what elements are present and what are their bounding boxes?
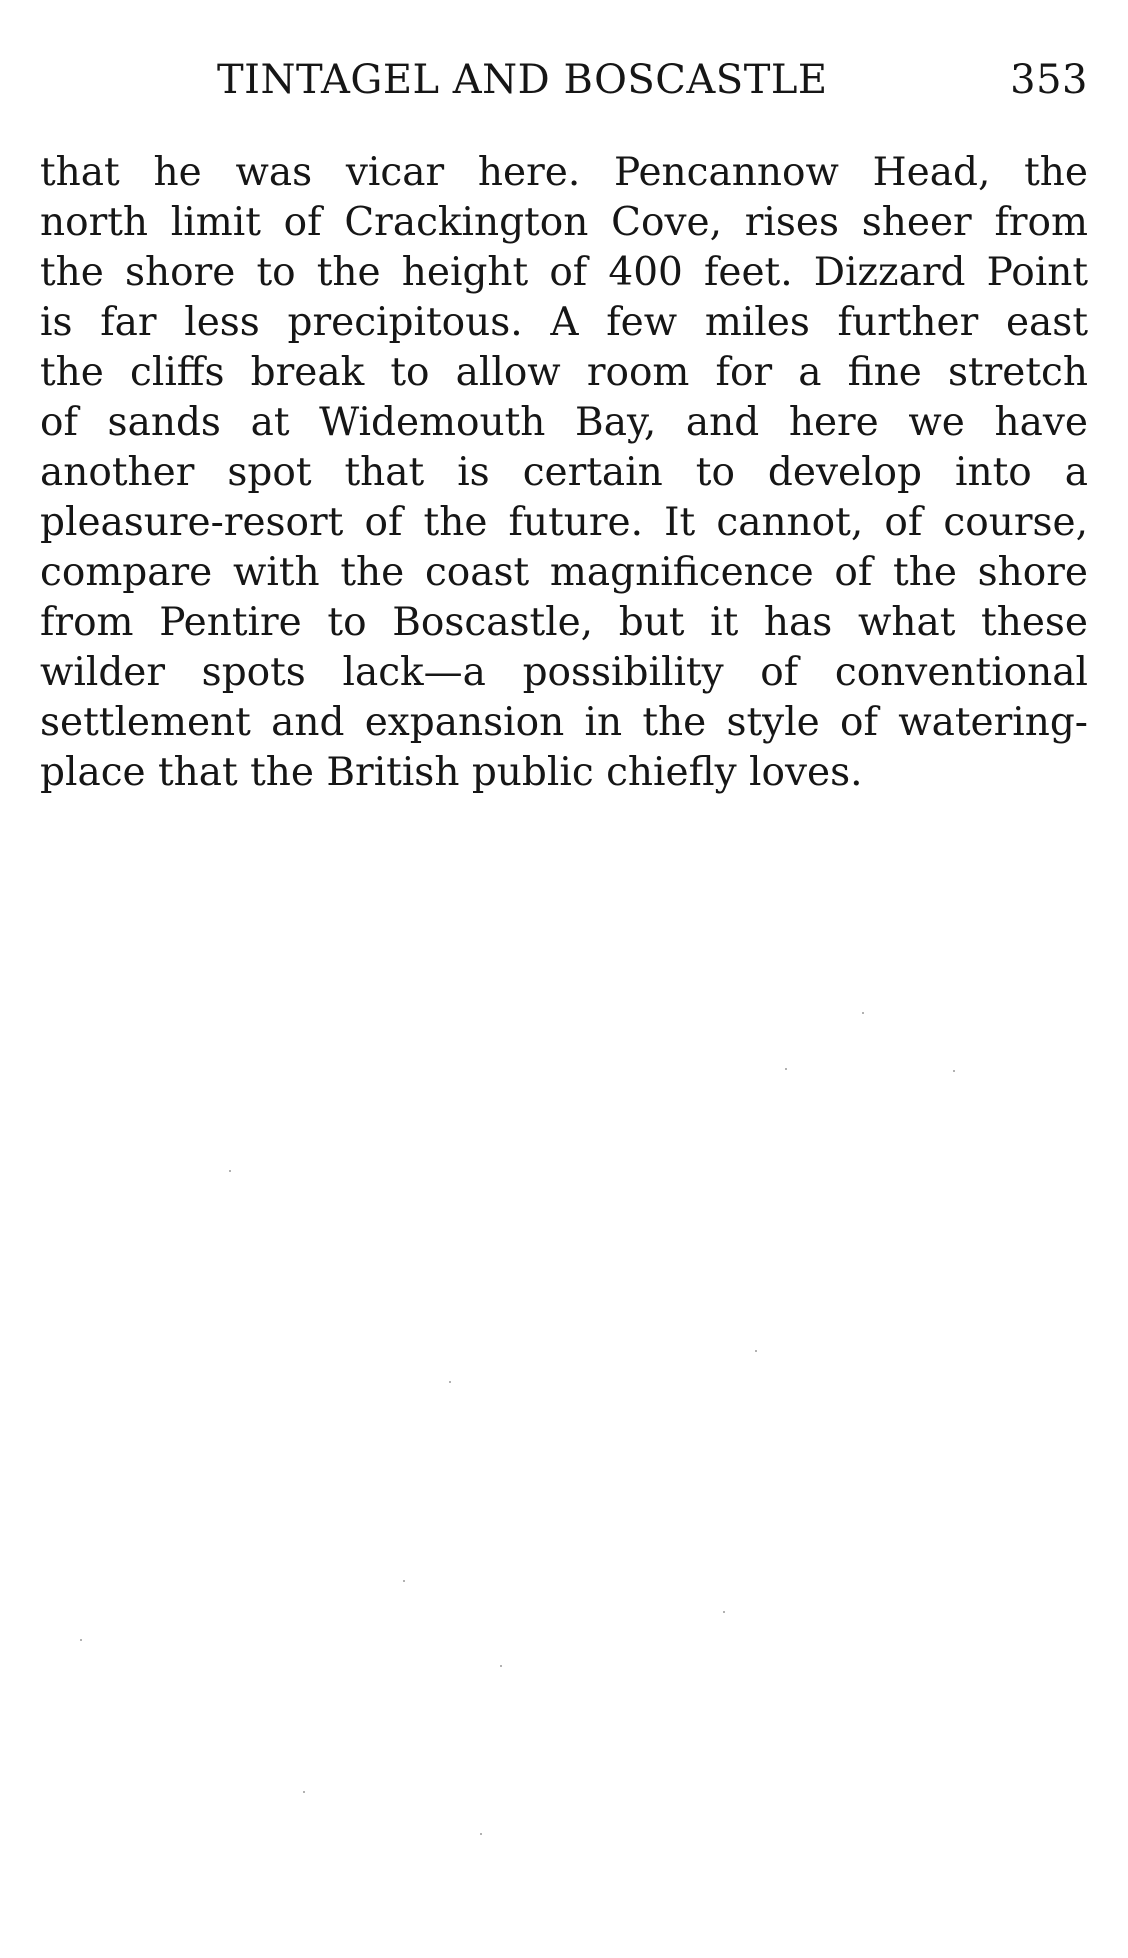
text-line: wilder spots lack—a possibility of conventional [40,650,1088,695]
text-line: of sands at Widemouth Bay, and here we have [40,400,1088,445]
print-speck [862,1012,864,1014]
text-line: the shore to the height of 400 feet. Dizzard Point [40,250,1088,295]
running-head-title: TINTAGEL AND BOSCASTLE [217,57,828,103]
text-line: another spot that is certain to develop into a [40,450,1088,495]
print-speck [953,1070,955,1072]
body-paragraph [40,148,1088,798]
text-line: pleasure-resort of the future. It cannot, of course, [40,500,1088,545]
text-line-last: place that the British public chiefly loves. [40,750,863,795]
print-speck [785,1068,787,1070]
text-line: from Pentire to Boscastle, but it has what these [40,600,1088,645]
print-speck [403,1580,405,1582]
print-speck [723,1611,725,1613]
print-speck [500,1665,502,1667]
print-speck [80,1639,82,1641]
print-speck [229,1170,231,1172]
text-line: is far less precipitous. A few miles further east [40,300,1088,345]
text-line: the cliffs break to allow room for a fine stretch [40,350,1088,395]
print-speck [755,1350,757,1352]
running-head [40,52,1088,108]
print-speck [449,1381,451,1383]
text-line: north limit of Crackington Cove, rises sheer from [40,200,1088,245]
text-line: that he was vicar here. Pencannow Head, the [40,150,1088,195]
print-speck [303,1791,305,1793]
print-speck [480,1833,482,1835]
text-line: compare with the coast magnificence of the shore [40,550,1088,595]
text-line: settlement and expansion in the style of watering- [40,700,1088,745]
page-number: 353 [1010,57,1088,103]
